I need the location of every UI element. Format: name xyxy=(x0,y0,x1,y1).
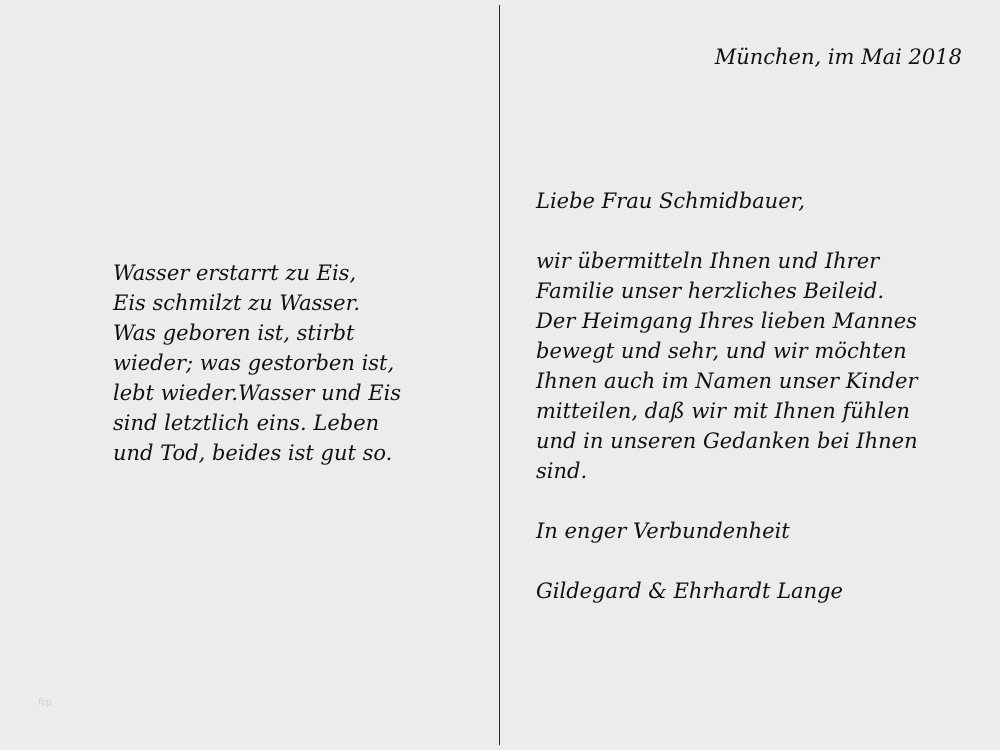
poem-block xyxy=(113,258,453,468)
paragraph-gap xyxy=(536,546,976,576)
poem-line: Wasser erstarrt zu Eis, xyxy=(113,261,357,285)
paragraph-gap xyxy=(536,216,976,246)
poem-line: Eis schmilzt zu Wasser. xyxy=(113,291,361,315)
letter-body-line: bewegt und sehr, und wir möchten xyxy=(536,339,907,363)
poem-line: wieder; was gestorben ist, xyxy=(113,351,395,375)
letter-body-line: Familie unser herzliches Beileid. xyxy=(536,279,885,303)
letter-block xyxy=(536,186,976,606)
letter-date: München, im Mai 2018 xyxy=(714,45,962,69)
letter-body-line: wir übermitteln Ihnen und Ihrer xyxy=(536,249,880,273)
fold-line xyxy=(499,5,500,745)
letter-signature: Gildegard & Ehrhardt Lange xyxy=(536,579,843,603)
letter-body-line: mitteilen, daß wir mit Ihnen fühlen xyxy=(536,399,910,423)
letter-closing: In enger Verbundenheit xyxy=(536,519,790,543)
letter-body-line: sind. xyxy=(536,459,588,483)
poem-line: sind letztlich eins. Leben xyxy=(113,411,380,435)
paragraph-gap xyxy=(536,486,976,516)
poem-line: lebt wieder.Wasser und Eis xyxy=(113,381,402,405)
letter-body-line: Ihnen auch im Namen unser Kinder xyxy=(536,369,918,393)
poem-line: Was geboren ist, stirbt xyxy=(113,321,355,345)
letter-salutation: Liebe Frau Schmidbauer, xyxy=(536,189,806,213)
watermark: fcp xyxy=(38,698,52,708)
letter-body-line: Der Heimgang Ihres lieben Mannes xyxy=(536,309,917,333)
poem-line: und Tod, beides ist gut so. xyxy=(113,441,393,465)
letter-body-line: und in unseren Gedanken bei Ihnen xyxy=(536,429,918,453)
